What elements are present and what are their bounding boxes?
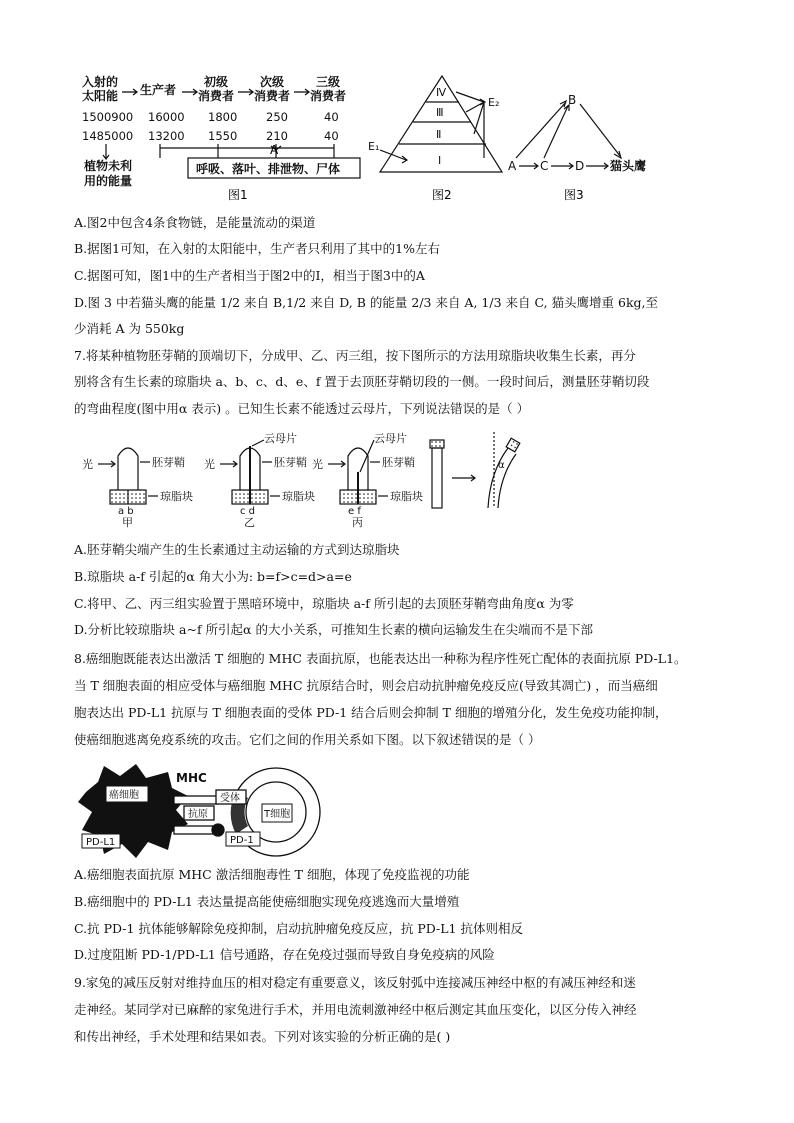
q7-fig-blocks-1: a b <box>118 506 134 517</box>
figure-2-pyramid <box>366 72 516 202</box>
q8-fig-pd1: PD-1 <box>230 835 254 846</box>
q7-fig-group-3: 丙 <box>352 516 363 529</box>
q6-option-b: B.据图1可知，在入射的太阳能中，生产者只利用了其中的1%左右 <box>74 241 440 256</box>
fig1-row1-sun: 1500900 <box>82 110 134 124</box>
q7-stem-3: 的弯曲程度(图中用α 表示) 。已知生长素不能透过云母片，下列说法错误的是（ ） <box>74 401 530 416</box>
q8-fig-tcell: T细胞 <box>264 809 291 820</box>
fig1-header-secondary-1: 次级 <box>260 75 285 89</box>
q6-option-c: C.据图可知，图1中的生产者相当于图2中的Ⅰ，相当于图3中的A <box>74 268 425 283</box>
q6-option-a: A.图2中包含4条食物链，是能量流动的渠道 <box>74 215 316 230</box>
fig3-label: 图3 <box>564 188 584 202</box>
fig1-a-mark: A <box>270 143 279 157</box>
q7-fig-group-2: 乙 <box>244 516 255 529</box>
fig1-row2-sun: 1485000 <box>82 129 134 143</box>
q7-fig-sheath-2: 胚芽鞘 <box>274 456 307 469</box>
q7-fig-sheath-3: 胚芽鞘 <box>382 456 415 469</box>
q7-option-d: D.分析比较琼脂块 a~f 所引起α 的大小关系，可推知生长素的横向运输发生在尖端而不是下部 <box>74 622 593 637</box>
q7-option-c: C.将甲、乙、丙三组实验置于黑暗环境中，琼脂块 a-f 所引起的去顶胚芽鞘弯曲角度α 为零 <box>74 596 574 611</box>
fig2-level-1: Ⅰ <box>438 154 442 167</box>
figure-q7-coleoptile <box>78 432 558 532</box>
q8-fig-receptor: 受体 <box>220 793 240 804</box>
fig1-header-tertiary-2: 消费者 <box>310 89 347 103</box>
q7-option-a: A.胚芽鞘尖端产生的生长素通过主动运输的方式到达琼脂块 <box>74 542 400 557</box>
fig3-node-d: D <box>575 159 585 173</box>
q7-fig-agar-1: 琼脂块 <box>160 490 193 503</box>
fig2-label: 图2 <box>432 188 452 202</box>
fig1-row1-primary: 1800 <box>208 110 238 124</box>
fig1-box-text: 呼吸、落叶、排泄物、尸体 <box>196 162 341 176</box>
fig3-node-a: A <box>508 159 517 173</box>
q7-fig-agar-3: 琼脂块 <box>390 490 423 503</box>
q7-fig-mica-2: 云母片 <box>264 432 297 445</box>
q8-stem-4: 使癌细胞逃离免疫系统的攻击。它们之间的作用关系如下图。以下叙述错误的是（ ） <box>74 732 541 747</box>
fig1-row2-primary: 1550 <box>208 129 238 143</box>
q7-stem-1: 7.将某种植物胚芽鞘的顶端切下，分成甲、乙、丙三组，按下图所示的方法用琼脂块收集生长素，再分 <box>74 348 636 363</box>
fig1-row1-tertiary: 40 <box>324 110 339 124</box>
q7-fig-group-1: 甲 <box>122 516 133 529</box>
fig1-header-tertiary-1: 三级 <box>316 75 341 89</box>
fig1-header-sun-2: 太阳能 <box>82 89 119 103</box>
q7-fig-light-3: 光 <box>312 458 323 471</box>
fig2-level-4: Ⅳ <box>436 86 447 99</box>
fig3-node-b: B <box>568 93 577 107</box>
q7-fig-mica-3: 云母片 <box>374 432 407 445</box>
fig1-row2-tertiary: 40 <box>324 129 339 143</box>
q7-fig-agar-2: 琼脂块 <box>282 490 315 503</box>
q6-option-d: D.图 3 中若猫头鹰的能量 1/2 来自 B,1/2 来自 D, B 的能量 2/3 来自 A, 1/3 来自 C, 猫头鹰增重 6kg,至 <box>74 295 659 310</box>
fig1-header-producer: 生产者 <box>140 83 177 97</box>
fig1-header-secondary-2: 消费者 <box>254 89 291 103</box>
q8-option-a: A.癌细胞表面抗原 MHC 激活细胞毒性 T 细胞，体现了免疫监视的功能 <box>74 867 470 882</box>
fig1-row2-secondary: 210 <box>266 129 288 143</box>
fig2-level-3: Ⅲ <box>436 106 444 119</box>
fig2-level-2: Ⅱ <box>436 128 442 141</box>
q6-option-d-cont: 少消耗 A 为 550kg <box>74 321 185 336</box>
figure-3-food-web <box>500 72 700 202</box>
q7-fig-blocks-2: c d <box>240 506 256 517</box>
q8-fig-cancer: 癌细胞 <box>109 790 139 801</box>
q9-stem-1: 9.家兔的减压反射对维持血压的相对稳定有重要意义，该反射弧中连接减压神经中枢的有减压神经和迷 <box>74 975 636 990</box>
fig1-header-primary-1: 初级 <box>204 75 229 89</box>
q8-fig-mhc: MHC <box>176 771 207 785</box>
q7-stem-2: 别将含有生长素的琼脂块 a、b、c、d、e、f 置于去顶胚芽鞘切段的一侧。一段时间后，测量胚芽鞘切段 <box>74 374 650 389</box>
fig2-e2: E₂ <box>488 96 500 109</box>
q8-option-b: B.癌细胞中的 PD-L1 表达量提高能使癌细胞实现免疫逃逸而大量增殖 <box>74 894 460 909</box>
figure-1-energy-flow <box>78 72 378 202</box>
q8-option-d: D.过度阻断 PD-1/PD-L1 信号通路，存在免疫过强而导致自身免疫病的风险 <box>74 947 495 962</box>
q9-stem-2: 走神经。某同学对已麻醉的家兔进行手术，并用电流刺激神经中枢后测定其血压变化，以区分传入神经 <box>74 1002 637 1017</box>
fig1-unused-2: 用的能量 <box>84 174 133 188</box>
q8-option-c: C.抗 PD-1 抗体能够解除免疫抑制，启动抗肿瘤免疫反应，抗 PD-L1 抗体则相反 <box>74 921 523 936</box>
q7-fig-alpha: α <box>498 460 505 471</box>
fig1-row1-secondary: 250 <box>266 110 288 124</box>
q7-fig-blocks-3: e f <box>348 506 361 517</box>
q9-stem-3: 和传出神经，手术处理和结果如表。下列对该实验的分析正确的是( ) <box>74 1029 451 1044</box>
q7-fig-sheath-1: 胚芽鞘 <box>152 456 185 469</box>
fig1-label: 图1 <box>228 188 248 202</box>
fig1-header-primary-2: 消费者 <box>198 89 235 103</box>
fig1-unused-1: 植物未利 <box>84 159 133 173</box>
fig1-row2-producer: 13200 <box>148 129 185 143</box>
fig1-header-sun-1: 入射的 <box>82 75 119 89</box>
q8-stem-2: 当 T 细胞表面的相应受体与癌细胞 MHC 抗原结合时，则会启动抗肿瘤免疫反应(导致其凋亡) ，而当癌细 <box>74 678 658 693</box>
fig2-e1: E₁ <box>368 140 380 153</box>
q8-fig-antigen: 抗原 <box>188 809 208 820</box>
figure-q8-immune <box>76 762 336 860</box>
q8-fig-pdl1: PD-L1 <box>86 837 116 848</box>
fig3-node-c: C <box>540 159 549 173</box>
fig3-node-owl: 猫头鹰 <box>610 159 647 173</box>
q7-fig-light-1: 光 <box>82 458 93 471</box>
q8-stem-3: 胞表达出 PD-L1 抗原与 T 细胞表面的受体 PD-1 结合后则会抑制 T 细胞的增殖分化，发生免疫功能抑制， <box>74 705 668 720</box>
fig1-row1-producer: 16000 <box>148 110 185 124</box>
q7-option-b: B.琼脂块 a-f 引起的α 角大小为: b=f>c=d>a=e <box>74 569 352 584</box>
q8-stem-1: 8.癌细胞既能表达出激活 T 细胞的 MHC 表面抗原，也能表达出一种称为程序性死亡配体的表面抗原 PD-L1。 <box>74 651 687 666</box>
q7-fig-light-2: 光 <box>204 458 215 471</box>
